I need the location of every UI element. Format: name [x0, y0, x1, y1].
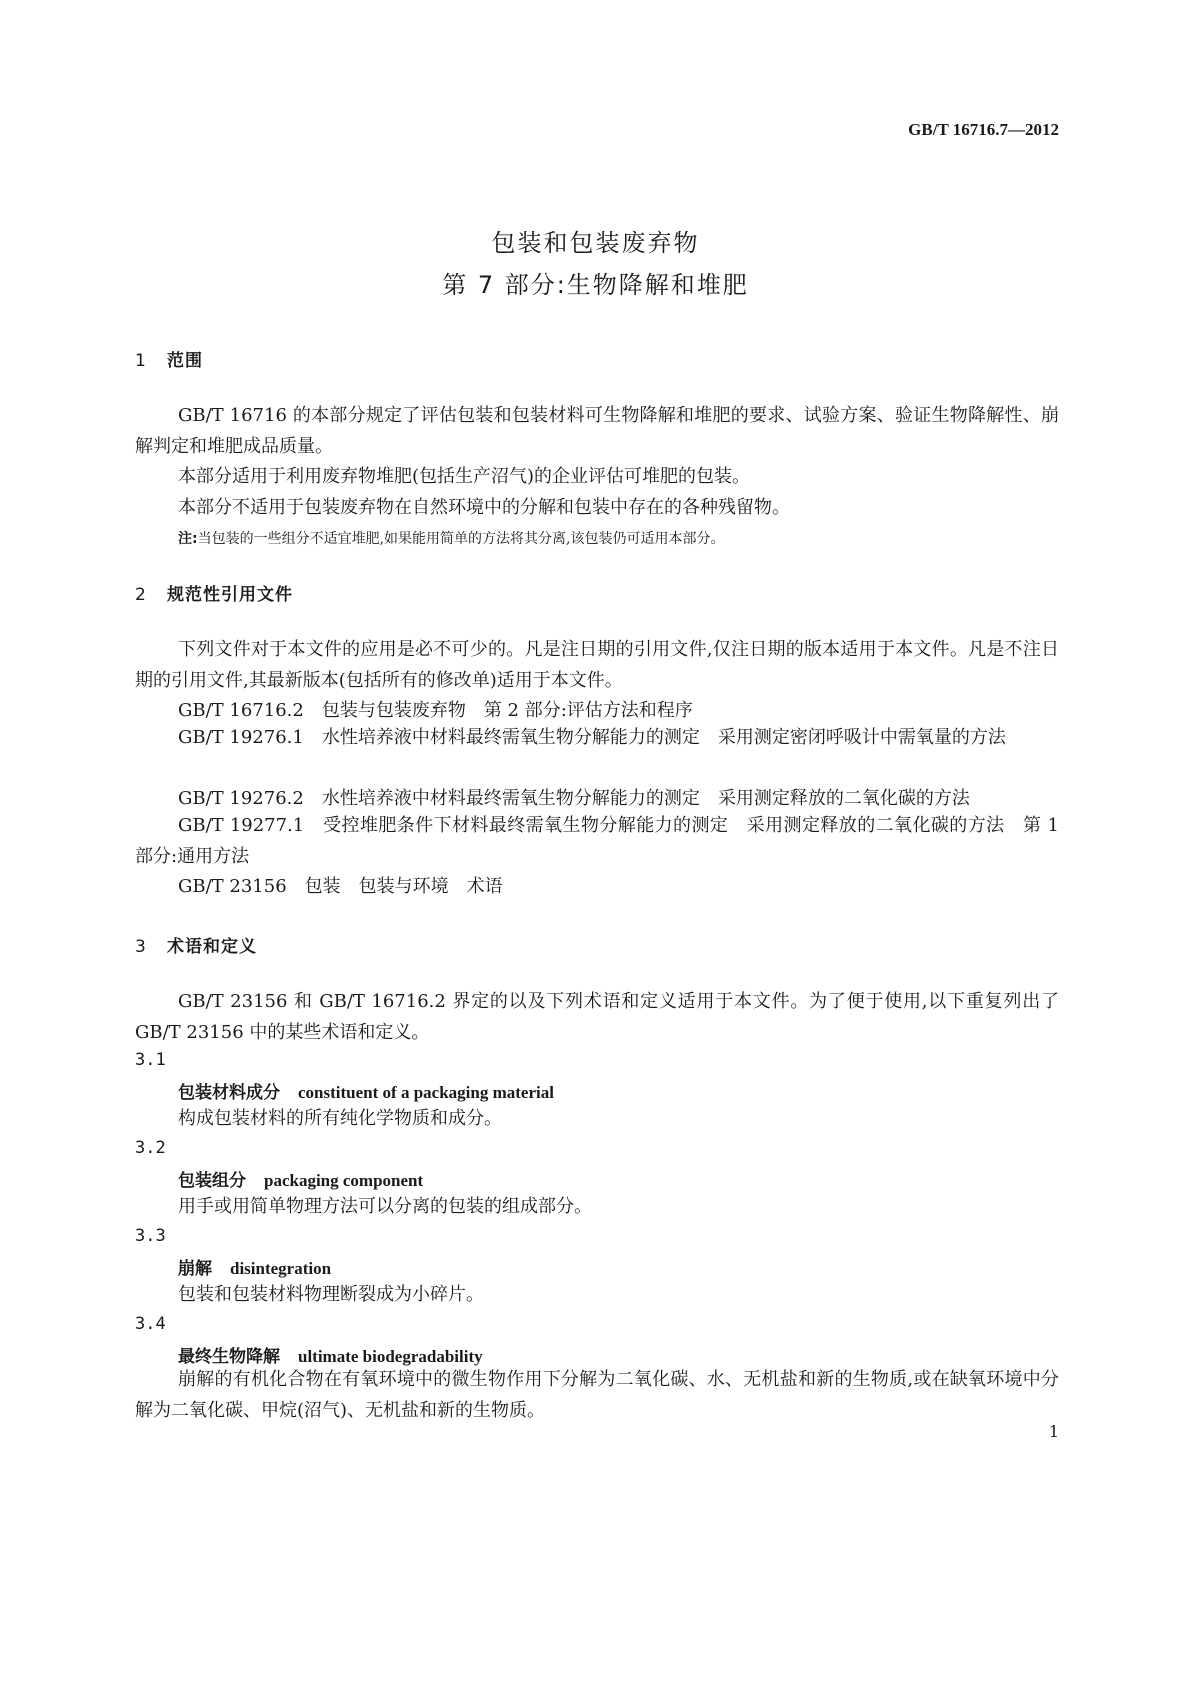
- term-number: 3.1: [135, 1050, 166, 1070]
- section-1-heading: [135, 346, 203, 371]
- term-english: packaging component: [264, 1171, 424, 1190]
- term-definition: 崩解的有机化合物在有氧环境中的微生物作用下分解为二氧化碳、水、无机盐和新的生物质,或在缺氧环境中分解为二氧化碳、甲烷(沼气)、无机盐和新的生物质。: [135, 1369, 1059, 1421]
- note-text: 当包装的一些组分不适宜堆肥,如果能用简单的方法将其分离,该包装仍可适用本部分。: [197, 531, 725, 547]
- term-english: constituent of a packaging material: [298, 1083, 554, 1102]
- reference-item: GB/T 16716.2 包装与包装废弃物 第 2 部分:评估方法和程序: [178, 700, 693, 721]
- term-heading: [178, 1254, 331, 1279]
- term-heading: [178, 1166, 423, 1191]
- section-3-intro: GB/T 23156 和 GB/T 16716.2 界定的以及下列术语和定义适用于本文件。为了便于使用,以下重复列出了 GB/T 23156 中的某些术语和定义。: [135, 991, 1059, 1043]
- section-3-heading: [135, 932, 257, 957]
- term-number: 3.3: [135, 1226, 166, 1246]
- term-chinese: 包装组分: [178, 1171, 246, 1191]
- section-2-intro: 下列文件对于本文件的应用是必不可少的。凡是注日期的引用文件,仅注日期的版本适用于本文件。凡是不注日期的引用文件,其最新版本(包括所有的修改单)适用于本文件。: [135, 639, 1059, 691]
- term-english: disintegration: [230, 1259, 332, 1278]
- section-3-number: 3: [135, 937, 147, 957]
- title-line-2: 第 7 部分:生物降解和堆肥: [442, 271, 749, 299]
- reference-item: GB/T 19276.1 水性培养液中材料最终需氧生物分解能力的测定 采用测定密闭呼吸计中需氧量的方法: [178, 727, 1006, 748]
- term-number: 3.4: [135, 1314, 166, 1334]
- reference-item: GB/T 23156 包装 包装与环境 术语: [178, 876, 503, 897]
- term-chinese: 崩解: [178, 1259, 212, 1279]
- section-2-heading: [135, 580, 293, 605]
- standard-code: GB/T 16716.7—2012: [908, 120, 1059, 139]
- page-number: 1: [1048, 1422, 1059, 1441]
- section-1-paragraph-1: GB/T 16716 的本部分规定了评估包装和包装材料可生物降解和堆肥的要求、试验方案、验证生物降解性、崩解判定和堆肥成品质量。: [135, 405, 1059, 457]
- section-1-paragraph-3: 本部分不适用于包装废弃物在自然环境中的分解和包装中存在的各种残留物。: [178, 497, 790, 518]
- section-3-title: 术语和定义: [167, 937, 257, 957]
- term-number: 3.2: [135, 1138, 166, 1158]
- section-1-note: [178, 528, 725, 548]
- note-label: 注:: [178, 531, 198, 547]
- title-line-1: 包装和包装废弃物: [491, 229, 700, 257]
- reference-item: GB/T 19276.2 水性培养液中材料最终需氧生物分解能力的测定 采用测定释放的二氧化碳的方法: [178, 788, 970, 809]
- section-1-paragraph-2: 本部分适用于利用废弃物堆肥(包括生产沼气)的企业评估可堆肥的包装。: [178, 466, 751, 487]
- term-definition: 用手或用简单物理方法可以分离的包装的组成部分。: [178, 1196, 592, 1217]
- term-chinese: 最终生物降解: [178, 1347, 280, 1367]
- section-2-number: 2: [135, 585, 147, 605]
- term-english: ultimate biodegradability: [298, 1347, 483, 1366]
- term-definition: 包装和包装材料物理断裂成为小碎片。: [178, 1284, 484, 1305]
- section-1-number: 1: [135, 351, 147, 371]
- term-heading: [178, 1078, 554, 1103]
- term-chinese: 包装材料成分: [178, 1083, 280, 1103]
- section-1-title: 范围: [167, 351, 203, 371]
- section-2-title: 规范性引用文件: [167, 585, 293, 605]
- term-definition: 构成包装材料的所有纯化学物质和成分。: [178, 1108, 502, 1129]
- document-title: [0, 222, 1191, 306]
- reference-item: GB/T 19277.1 受控堆肥条件下材料最终需氧生物分解能力的测定 采用测定释放的二氧化碳的方法 第 1 部分:通用方法: [135, 815, 1059, 867]
